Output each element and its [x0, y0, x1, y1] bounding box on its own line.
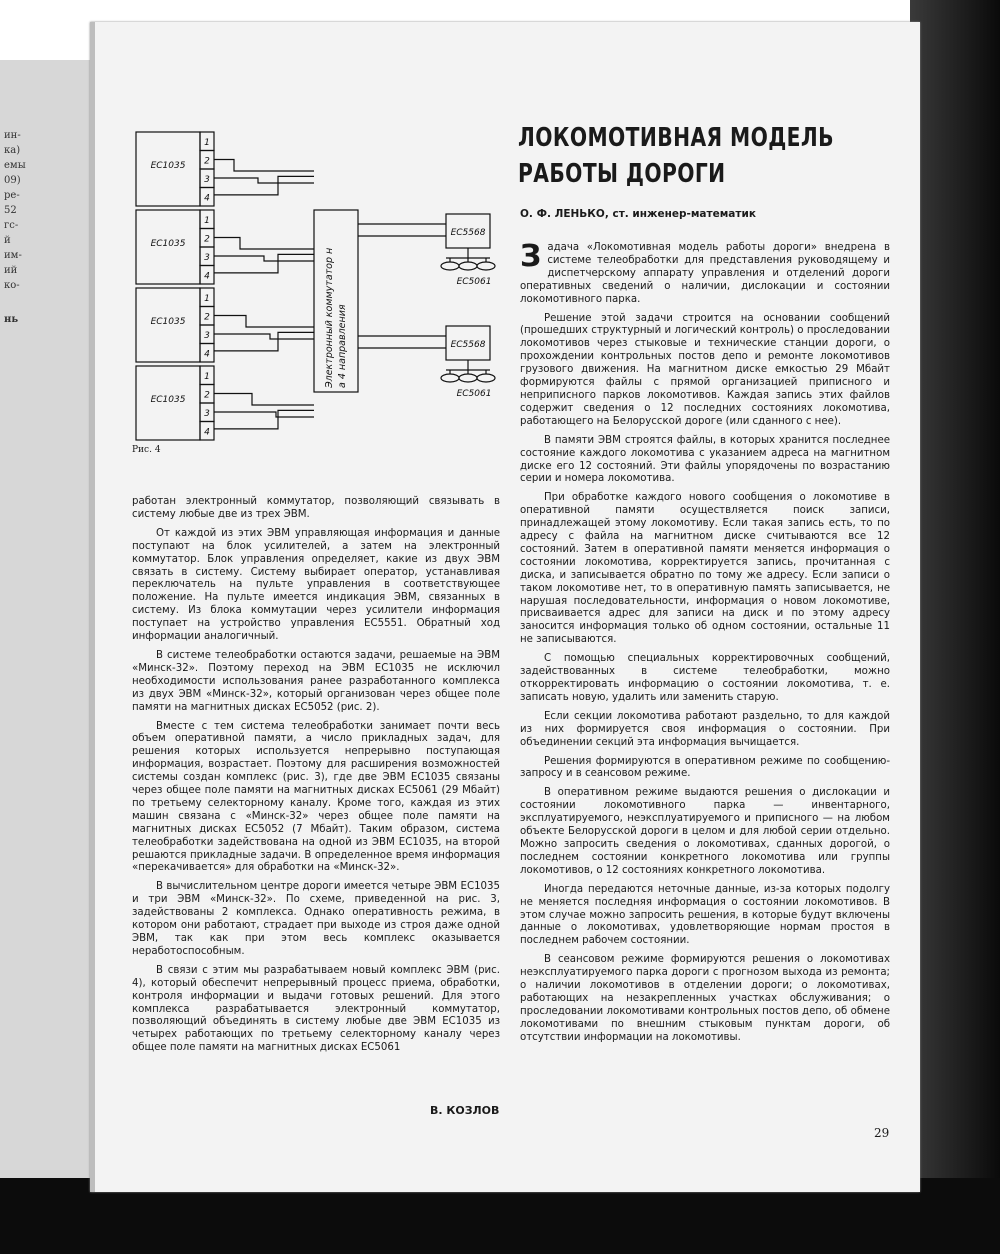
disk-drive	[477, 262, 495, 270]
disk-drive	[459, 262, 477, 270]
margin-fragment: й	[4, 235, 11, 246]
paragraph: Если секции локомотива работают раздельно, то для каждой из них формируется своя информация о состоянии. При объединении секций эта информация вычищается.	[520, 710, 890, 748]
port-number: 2	[204, 312, 210, 323]
margin-fragment: ка)	[4, 145, 21, 156]
connection-line	[214, 334, 314, 339]
margin-fragment: ко-	[4, 280, 20, 291]
margin-fragment: им-	[4, 250, 22, 261]
drop-cap: З	[520, 239, 542, 274]
port-number: 3	[204, 409, 210, 419]
connection-line	[214, 410, 314, 429]
port-number: 4	[204, 427, 210, 438]
port-number: 1	[204, 372, 210, 382]
margin-fragment: ин-	[4, 130, 21, 141]
computer-label: ЕС1035	[150, 161, 186, 171]
article-title-line: РАБОТЫ ДОРОГИ	[518, 159, 726, 189]
lead-paragraph	[520, 239, 890, 307]
port-number: 4	[204, 349, 210, 360]
connection-line	[214, 176, 314, 195]
connection-line	[214, 394, 314, 406]
figure-caption: Рис. 4	[132, 445, 161, 455]
paragraph: Иногда передаются неточные данные, из-за которых подолгу не меняется последняя информация о состоянии локомотивов. В этом случае можно запросить решения, в которые будут включены данные о локомотивах, удовлетворяющие нормам простоя в последнем рабочем состоянии.	[520, 883, 890, 947]
connection-line	[214, 332, 314, 351]
computer-label: ЕС1035	[150, 395, 186, 405]
port-number: 4	[204, 193, 210, 204]
paragraph: Решение этой задачи строится на основании сообщений (прошедших структурный и логический контроль) о проследовании локомотивов через стыковые и технические станции дороги, о прохождении контрольных постов депо и ремонте локомотивов грузового движения. На магнитном диске емкостью 29 Мбайт формируются файлы с прямой организацией приписного и неприписного парков локомотивов. Каждая запись этих файлов содержит сведения о 12 последних состояниях локомотива, работающего на Белорусской дороге (или сданного с нее).	[520, 312, 890, 427]
margin-fragment: 09)	[4, 175, 21, 186]
margin-fragment: ий	[4, 265, 18, 276]
margin-fragment: 52	[4, 205, 17, 216]
port-number: 1	[204, 138, 210, 148]
connection-line	[214, 256, 314, 261]
computer-label: ЕС1035	[150, 317, 186, 327]
margin-fragment: ре-	[4, 190, 20, 201]
scan-right-shadow	[910, 0, 1000, 1254]
port-number: 4	[204, 271, 210, 282]
margin-fragment: нь	[4, 314, 19, 325]
connection-line	[214, 412, 314, 417]
margin-fragment	[4, 293, 26, 308]
paragraph: При обработке каждого нового сообщения о локомотиве в оперативной памяти осуществляется поиск записи, принадлежащей этому локомотиву. Если такая запись есть, то по адресу с файла на магнитном диске считываются все 12 состояний. Затем в оперативной памяти меняется информация о состоянии локомотива, корректируется запись, прочитанная с диска, и записывается обратно по тому же адресу. Если записи о таком локомотиве нет, то в оперативную память записывается, не нарушая последовательности, информация о новом локомотиве, присваивается адрес для записи на диск и по этому адресу заносится информация только об одном состоянии, остальные 11 не записываются.	[520, 492, 890, 646]
port-number: 3	[204, 331, 210, 341]
disk-label: ЕС5061	[456, 389, 492, 399]
disk-label: ЕС5061	[456, 277, 492, 287]
article-title	[518, 120, 834, 192]
port-number: 1	[204, 216, 210, 226]
paragraph: В вычислительном центре дороги имеется четыре ЭВМ ЕС1035 и три ЭВМ «Минск-32». По схеме, приведенной на рис. 3, задействованы 2 комплекса. Однако оперативность режима, в котором они работают, страдает при выходе из строя даже одной ЭВМ, так как при этом весь комплекс оказывается неработоспособным.	[132, 881, 500, 957]
paragraph: работан электронный коммутатор, позволяющий связывать в систему любые две из трех ЭВМ.	[132, 496, 500, 520]
paragraph: Вместе с тем система телеобработки занимает почти весь объем оперативной памяти, а число прикладных задач, для решения которых используется непрерывно поступающая информация, возрастает. Поэтому для расширения возможностей системы создан комплекс (рис. 3), где две ЭВМ ЕС1035 связаны через общее поле памяти на магнитных дисках ЕС5061 (29 Мбайт) по третьему селекторному каналу. Кроме того, каждая из этих машин связана с «Минск-32» через общее поле памяти на магнитных дисках ЕС5052 (7 Мбайт). Таким образом, система телеобработки задействована на одной из ЭВМ ЕС1035, на второй решаются прикладные задачи. В определенное время информация «перекачивается» для обработки на «Минск-32».	[132, 720, 500, 874]
controller-label: ЕС5568	[450, 228, 486, 238]
paragraph: В системе телеобработки остаются задачи, решаемые на ЭВМ «Минск-32». Поэтому переход на ЭВМ ЕС1035 не исключил необходимости использования ранее разработанного комплекса из двух ЭВМ «Минск-32», который организован через общее поле памяти на магнитных дисках ЕС5052 (рис. 2).	[132, 649, 500, 713]
port-number: 1	[204, 294, 210, 304]
paragraph: В оперативном режиме выдаются решения о дислокации и состоянии локомотивного парка — инвентарного, эксплуатируемого, неэксплуатируемого и приписного — на любом объекте Белорусской дороги в целом и для любой серии отдельно. Можно запросить сведения о локомотивах, сданных дорогой, о последнем состоянии конкретного локомотива или группы локомотивов, о 12 состояниях конкретного локомотива.	[520, 787, 890, 876]
connection-line	[214, 178, 314, 183]
connection-line	[214, 160, 314, 172]
switch-block	[314, 210, 358, 392]
signature: В. КОЗЛОВ	[430, 1104, 500, 1117]
author-byline: О. Ф. ЛЕНЬКО, ст. инженер-математик	[520, 208, 756, 220]
paragraph: От каждой из этих ЭВМ управляющая информация и данные поступают на блок усилителей, а затем на электронный коммутатор. Блок управления определяет, какие из двух ЭВМ связать в систему. Систему выбирает оператор, устанавливая переключатель на пульте управления в соответствующее положение. На пульте имеется индикация ЭВМ, связанных в систему. Из блока коммутации через усилители информация поступает на устройство управления ЕС5551. Обратный ход информации аналогичный.	[132, 527, 500, 643]
paragraph: В сеансовом режиме формируются решения о локомотивах неэксплуатируемого парка дороги с прогнозом выхода из ремонта; о наличии локомотивов в отделении дороги; о локомотивах, работающих на незакрепленных участках обслуживания; о проследовании локомотивами контрольных постов депо, об обмене локомотивами по внешним стыковым пунктам дороги, об отсутствии информации на локомотивы.	[520, 954, 890, 1043]
connection-line	[214, 316, 314, 328]
switch-label: Электронный коммутатор н а 4 направления	[324, 247, 348, 388]
disk-drive	[441, 262, 459, 270]
disk-drive	[441, 374, 459, 382]
port-number: 3	[204, 175, 210, 185]
paragraph: В памяти ЭВМ строятся файлы, в которых хранится последнее состояние каждого локомотива с указанием адреса на магнитном диске его 12 состояний. Эти файлы упорядочены по возрастанию серии и номера локомотива.	[520, 434, 890, 485]
disk-drive	[477, 374, 495, 382]
paragraph: Решения формируются в оперативном режиме по сообщению-запросу и в сеансовом режиме.	[520, 755, 890, 780]
disk-drive	[459, 374, 477, 382]
lead-text: адача «Локомотивная модель работы дороги» внедрена в системе телеобработки для представления руководящему и диспетчерскому аппарату управления и отделений дороги оперативных сведений о наличии, дислокации и состоянии локомотивного парка.	[520, 242, 890, 305]
right-column	[520, 239, 890, 1051]
paragraph: В связи с этим мы разрабатываем новый комплекс ЭВМ (рис. 4), который обеспечит непрерывный процесс приема, обработки, контроля информации и выдачи готовых решений. Для этого комплекса разрабатывается электронный коммутатор, позволяющий объединять в систему любые две ЭВМ ЕС1035 из четырех работающих по третьему селекторному каналу через общее поле памяти на магнитных дисках ЕС5061	[132, 964, 500, 1054]
port-number: 2	[204, 390, 210, 401]
port-number: 2	[204, 234, 210, 245]
port-number: 2	[204, 156, 210, 167]
figure-4-diagram	[128, 126, 528, 446]
left-column	[132, 496, 500, 1061]
port-number: 3	[204, 253, 210, 263]
computer-label: ЕС1035	[150, 239, 186, 249]
page-binding-edge	[90, 22, 95, 1192]
margin-fragment: гс-	[4, 220, 19, 231]
article-title-line: ЛОКОМОТИВНАЯ МОДЕЛЬ	[518, 123, 834, 153]
margin-fragment: емы	[4, 160, 26, 171]
controller-label: ЕС5568	[450, 340, 486, 350]
page-number: 29	[874, 1126, 890, 1140]
connection-line	[214, 238, 314, 250]
previous-page-margin	[4, 128, 26, 327]
paragraph: С помощью специальных корректировочных сообщений, задействованных в системе телеобработки, можно откорректировать информацию о состоянии локомотива, т. е. записать новую, удалить или заменить старую.	[520, 653, 890, 703]
